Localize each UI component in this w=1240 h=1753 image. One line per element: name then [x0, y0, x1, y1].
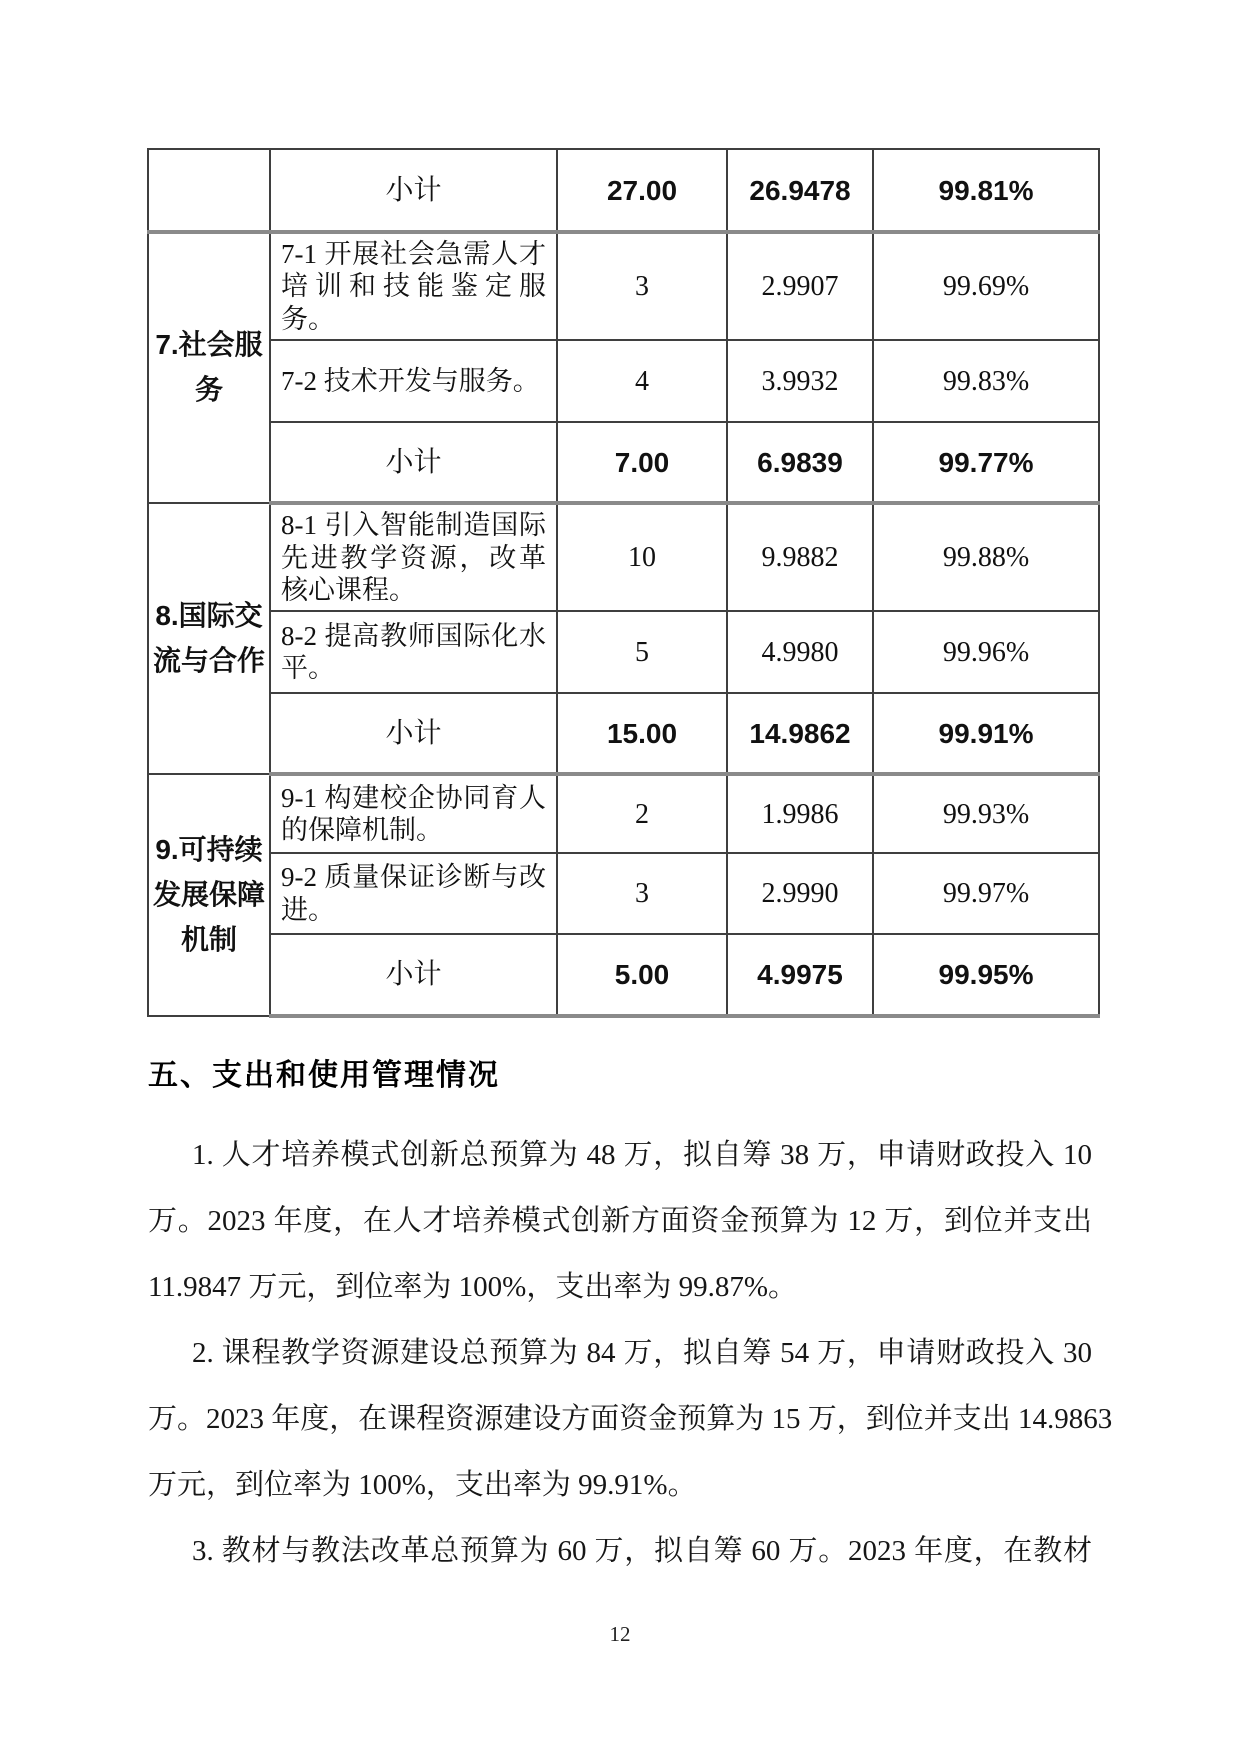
spent-cell: 6.9839 [727, 422, 873, 503]
rate-cell: 99.81% [873, 149, 1099, 232]
paragraph-line: 2. 课程教学资源建设总预算为 84 万，拟自筹 54 万，申请财政投入 30 [192, 1337, 1092, 1369]
paragraph-line: 万。2023 年度，在人才培养模式创新方面资金预算为 12 万，到位并支出 [148, 1205, 1092, 1237]
item-cell: 7-1 开展社会急需人才培训和技能鉴定服务。 [270, 232, 557, 340]
budget-cell: 15.00 [557, 693, 727, 774]
subtotal-label-cell: 小计 [270, 422, 557, 503]
rate-cell: 99.96% [873, 611, 1099, 693]
spent-cell: 3.9932 [727, 340, 873, 422]
rate-cell: 99.93% [873, 774, 1099, 853]
table-row [148, 934, 1099, 1016]
spent-cell: 2.9907 [727, 232, 873, 340]
table-row [148, 149, 1099, 232]
budget-cell: 4 [557, 340, 727, 422]
table-row [148, 693, 1099, 774]
budget-cell: 5 [557, 611, 727, 693]
item-cell: 8-2 提高教师国际化水平。 [270, 611, 557, 693]
spent-cell: 14.9862 [727, 693, 873, 774]
paragraph-line: 1. 人才培养模式创新总预算为 48 万，拟自筹 38 万，申请财政投入 10 [192, 1139, 1092, 1171]
table-row [148, 774, 1099, 853]
budget-cell: 5.00 [557, 934, 727, 1016]
table-row [148, 232, 1099, 340]
budget-cell: 3 [557, 232, 727, 340]
subtotal-label-cell: 小计 [270, 693, 557, 774]
rate-cell: 99.88% [873, 503, 1099, 611]
spent-cell: 1.9986 [727, 774, 873, 853]
item-cell: 8-1 引入智能制造国际先进教学资源，改革核心课程。 [270, 503, 557, 611]
paragraph-line: 11.9847 万元，到位率为 100%，支出率为 99.87%。 [148, 1271, 797, 1303]
rate-cell: 99.91% [873, 693, 1099, 774]
budget-cell: 2 [557, 774, 727, 853]
rate-cell: 99.83% [873, 340, 1099, 422]
item-cell: 9-1 构建校企协同育人的保障机制。 [270, 774, 557, 853]
category-cell-9: 9.可持续发展保障机制 [148, 774, 270, 1016]
rate-cell: 99.97% [873, 853, 1099, 934]
table-row [148, 503, 1099, 611]
category-cell-7: 7.社会服务 [148, 232, 270, 503]
rate-cell: 99.77% [873, 422, 1099, 503]
table-row [148, 340, 1099, 422]
category-cell-empty [148, 149, 270, 232]
paragraph-line: 万元，到位率为 100%，支出率为 99.91%。 [148, 1469, 697, 1501]
table-row [148, 422, 1099, 503]
subtotal-label-cell: 小计 [270, 934, 557, 1016]
budget-execution-table [147, 148, 1100, 1018]
spent-cell: 4.9980 [727, 611, 873, 693]
budget-cell: 3 [557, 853, 727, 934]
budget-cell: 7.00 [557, 422, 727, 503]
spent-cell: 9.9882 [727, 503, 873, 611]
item-cell: 7-2 技术开发与服务。 [270, 340, 557, 422]
spent-cell: 26.9478 [727, 149, 873, 232]
section-heading: 五、支出和使用管理情况 [148, 1059, 500, 1092]
subtotal-label-cell: 小计 [270, 149, 557, 232]
table-row [148, 853, 1099, 934]
table-row [148, 611, 1099, 693]
rate-cell: 99.95% [873, 934, 1099, 1016]
page-number: 12 [609, 1622, 631, 1646]
budget-cell: 10 [557, 503, 727, 611]
budget-cell: 27.00 [557, 149, 727, 232]
paragraph-line: 万。2023 年度，在课程资源建设方面资金预算为 15 万，到位并支出 14.9863 [148, 1403, 1113, 1435]
spent-cell: 4.9975 [727, 934, 873, 1016]
spent-cell: 2.9990 [727, 853, 873, 934]
rate-cell: 99.69% [873, 232, 1099, 340]
item-cell: 9-2 质量保证诊断与改进。 [270, 853, 557, 934]
paragraph-line: 3. 教材与教法改革总预算为 60 万，拟自筹 60 万。2023 年度，在教材 [192, 1535, 1092, 1567]
body-text [148, 1122, 1113, 1584]
category-cell-8: 8.国际交流与合作 [148, 503, 270, 774]
